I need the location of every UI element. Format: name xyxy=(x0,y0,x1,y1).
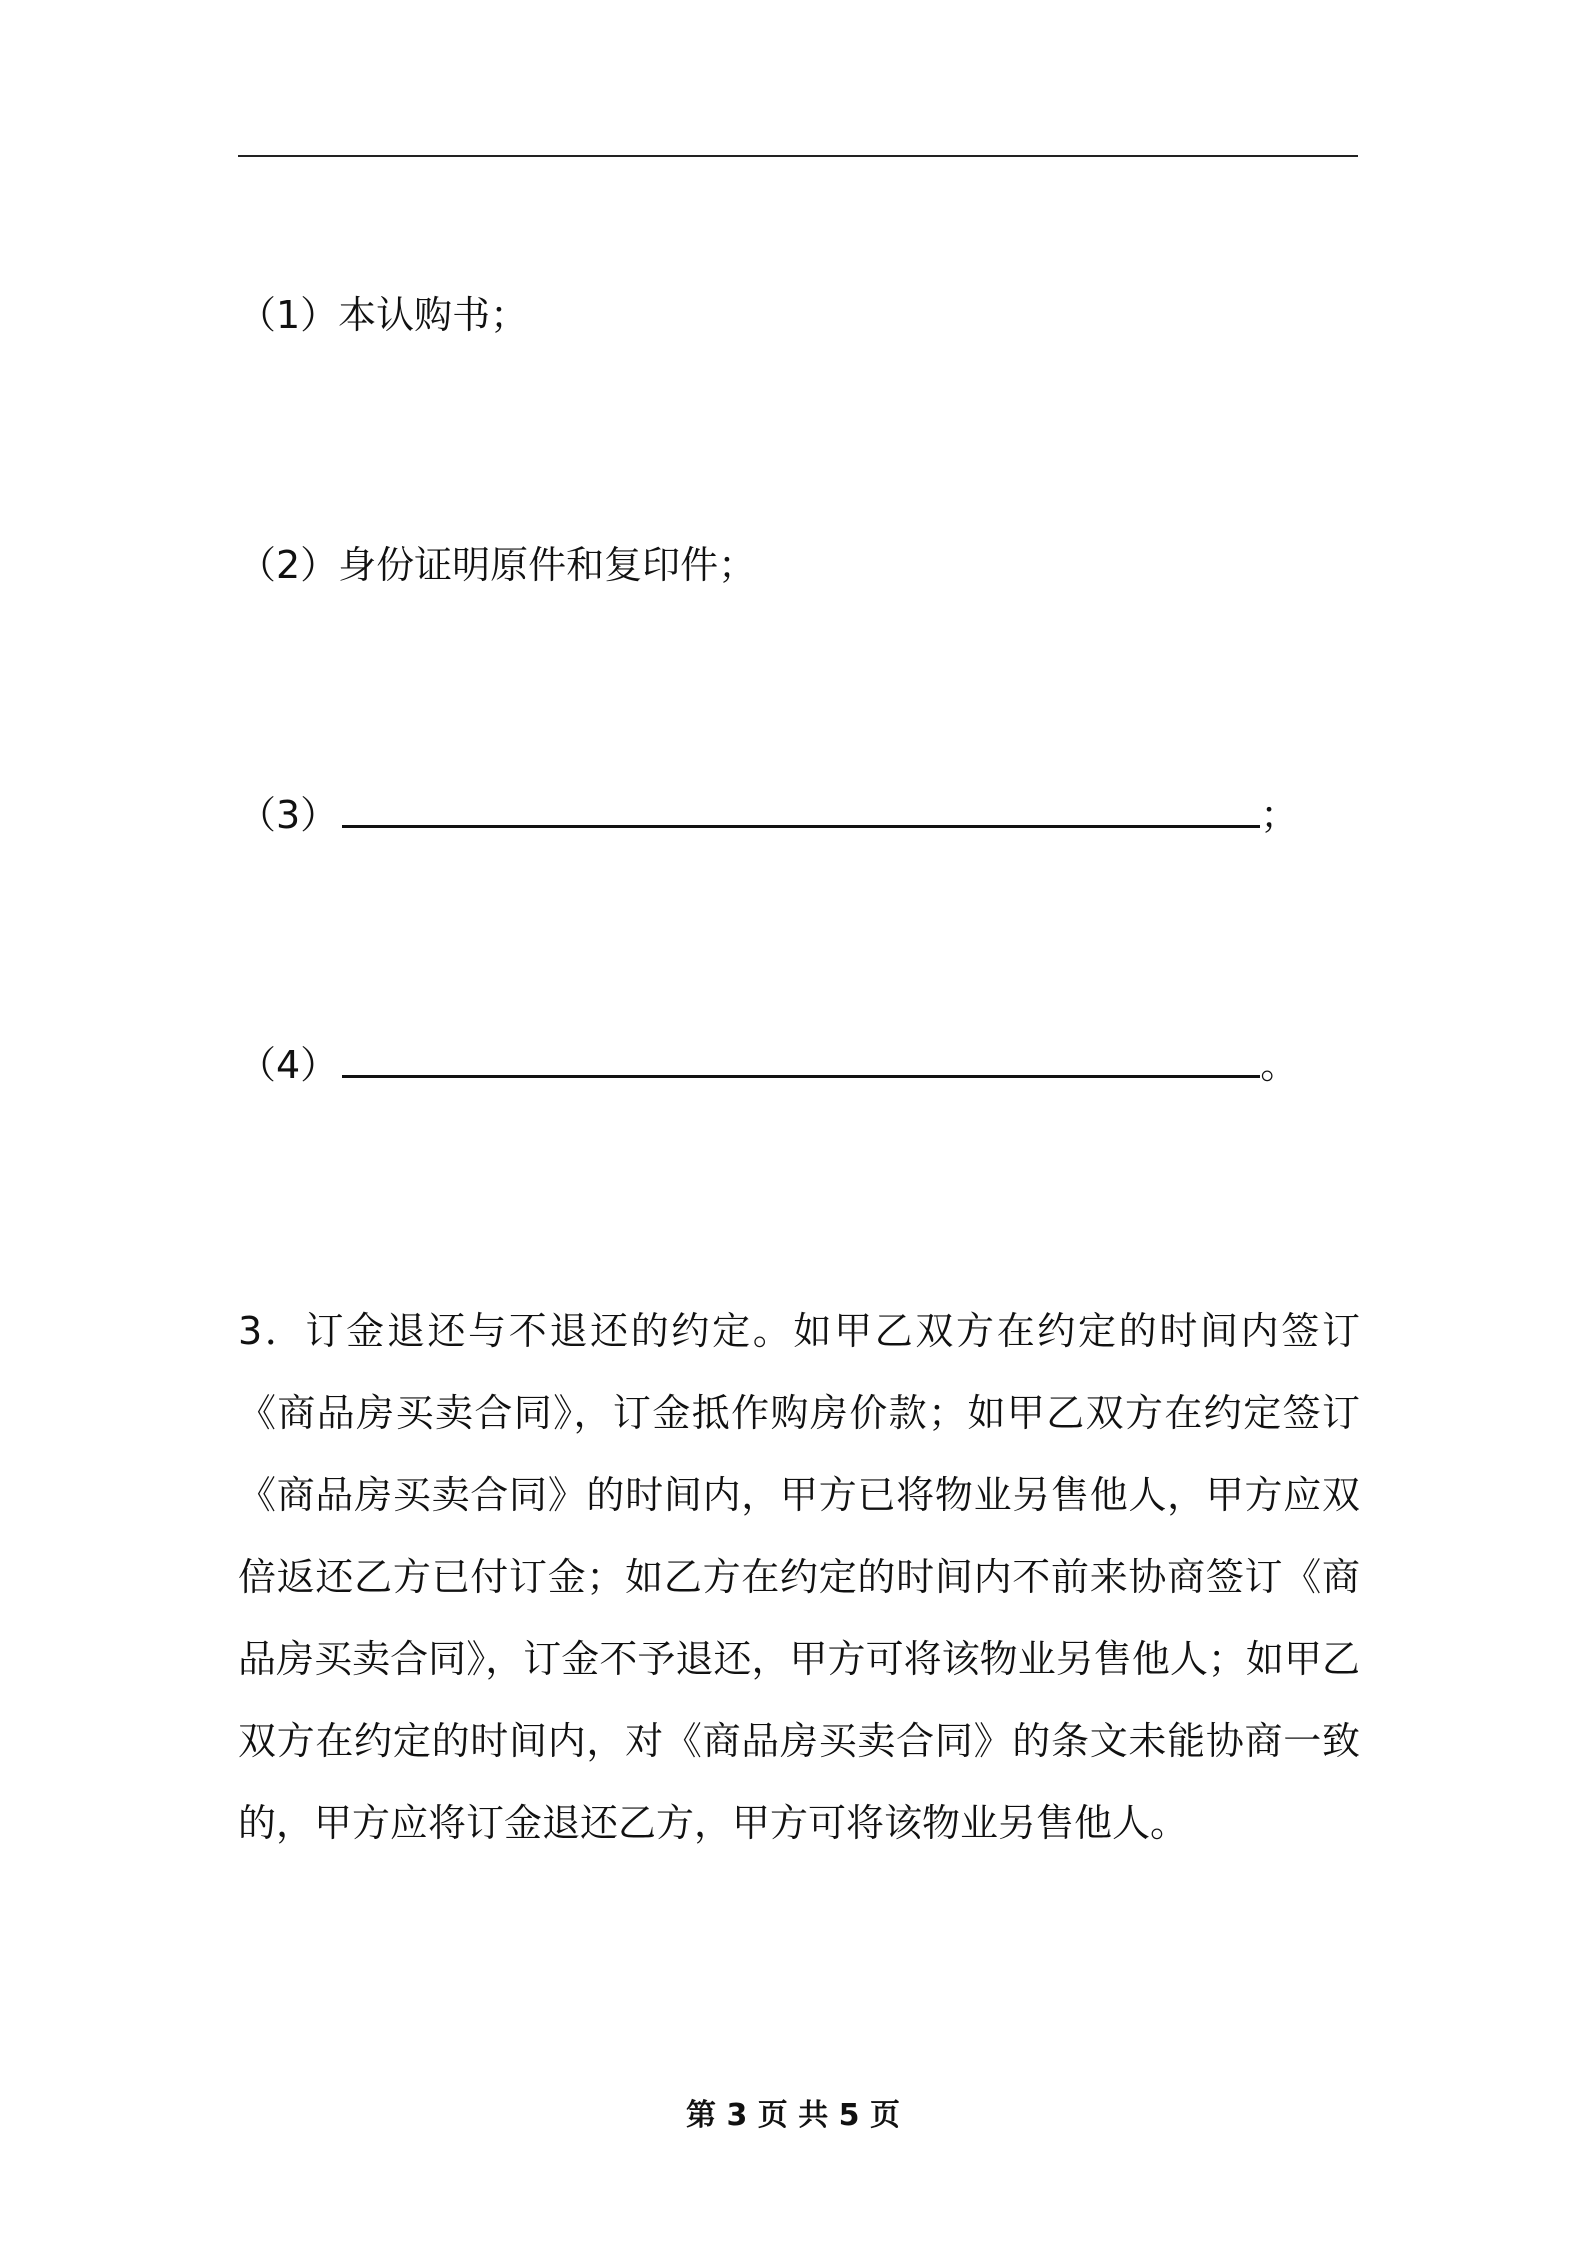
fill-in-blank-3[interactable] xyxy=(342,791,1260,828)
list-item-4 xyxy=(238,1040,1298,1090)
header-rule xyxy=(238,155,1358,157)
list-item-3-prefix: （3） xyxy=(238,793,339,837)
list-item-2: （2）身份证明原件和复印件； xyxy=(238,543,757,587)
list-item-1: （1）本认购书； xyxy=(238,293,529,337)
list-item-3-suffix: ； xyxy=(1260,793,1299,837)
list-item-4-prefix: （4） xyxy=(238,1043,339,1087)
fill-in-blank-4[interactable] xyxy=(342,1041,1260,1078)
list-item-4-suffix: 。 xyxy=(1260,1043,1299,1087)
refund-terms-paragraph: 3．订金退还与不退还的约定。如甲乙双方在约定的时间内签订《商品房买卖合同》，订金抵作购房价款；如甲乙双方在约定签订《商品房买卖合同》的时间内，甲方已将物业另售他人，甲方应双倍返还乙方已付订金；如乙方在约定的时间内不前来协商签订《商品房买卖合同》，订金不予退还，甲方可将该物业另售他人；如甲乙双方在约定的时间内，对《商品房买卖合同》的条文未能协商一致的，甲方应将订金退还乙方，甲方可将该物业另售他人。 xyxy=(238,1309,1360,1845)
list-item-3 xyxy=(238,790,1298,840)
page-number-footer: 第 3 页 共 5 页 xyxy=(686,2098,900,2133)
